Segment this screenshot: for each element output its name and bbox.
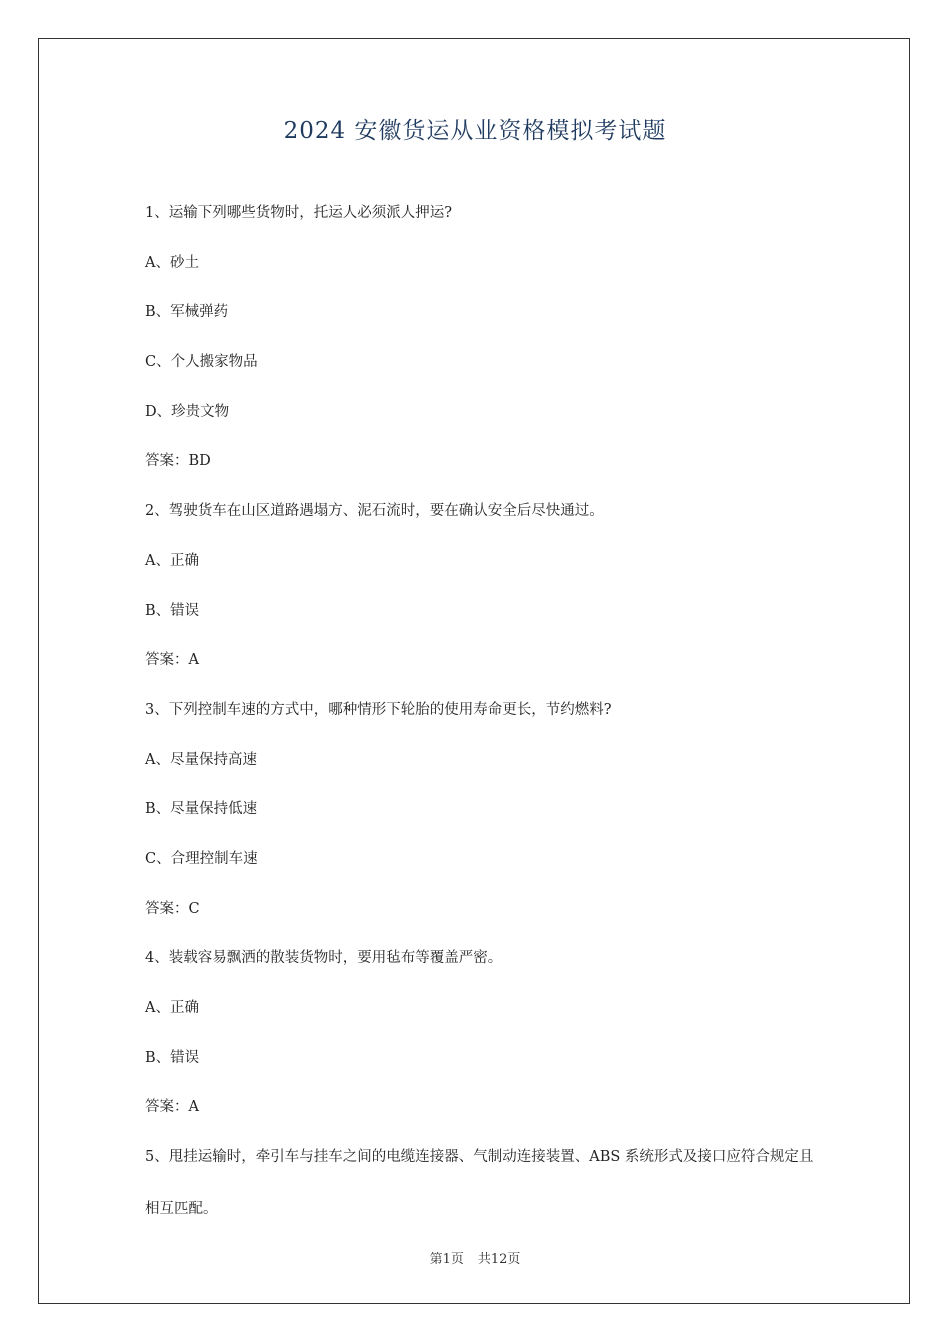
option-line: C、个人搬家物品	[145, 354, 258, 371]
question-4: 4、装载容易飘洒的散装货物时，要用毡布等覆盖严密。	[145, 950, 503, 967]
answer-line: 答案：A	[145, 1099, 199, 1116]
question-2: 2、驾驶货车在山区道路遇塌方、泥石流时，要在确认安全后尽快通过。	[145, 503, 604, 520]
option-line: A、正确	[145, 552, 199, 569]
question-list	[145, 200, 825, 1235]
answer-line: 答案：C	[145, 900, 200, 917]
option-line: C、合理控制车速	[145, 850, 258, 867]
answer-line: 答案：A	[145, 652, 199, 669]
option-line: D、珍贵文物	[145, 403, 230, 420]
option-line: A、正确	[145, 1000, 199, 1016]
option-line: A、砂土	[145, 254, 199, 271]
question-1: 1、运输下列哪些货物时，托运人必须派人押运?	[145, 205, 452, 221]
option-line: B、错误	[145, 602, 200, 619]
option-line: A、尽量保持高速	[145, 751, 257, 768]
option-line: B、尽量保持低速	[145, 801, 258, 818]
answer-line: 答案：BD	[145, 453, 211, 470]
document-title: 2024 安徽货运从业资格模拟考试题	[283, 118, 667, 144]
page-total: 共12页	[477, 1252, 521, 1267]
page-number: 第1页	[429, 1252, 464, 1267]
option-line: B、错误	[145, 1049, 200, 1066]
question-5: 5、甩挂运输时，牵引车与挂车之间的电缆连接器、气制动连接装置、ABS 系统形式及接口应符合规定且相互匹配。	[145, 1149, 814, 1218]
page-footer	[0, 1248, 950, 1267]
question-3: 3、下列控制车速的方式中，哪种情形下轮胎的使用寿命更长，节约燃料?	[145, 701, 612, 718]
option-line: B、军械弹药	[145, 304, 229, 321]
